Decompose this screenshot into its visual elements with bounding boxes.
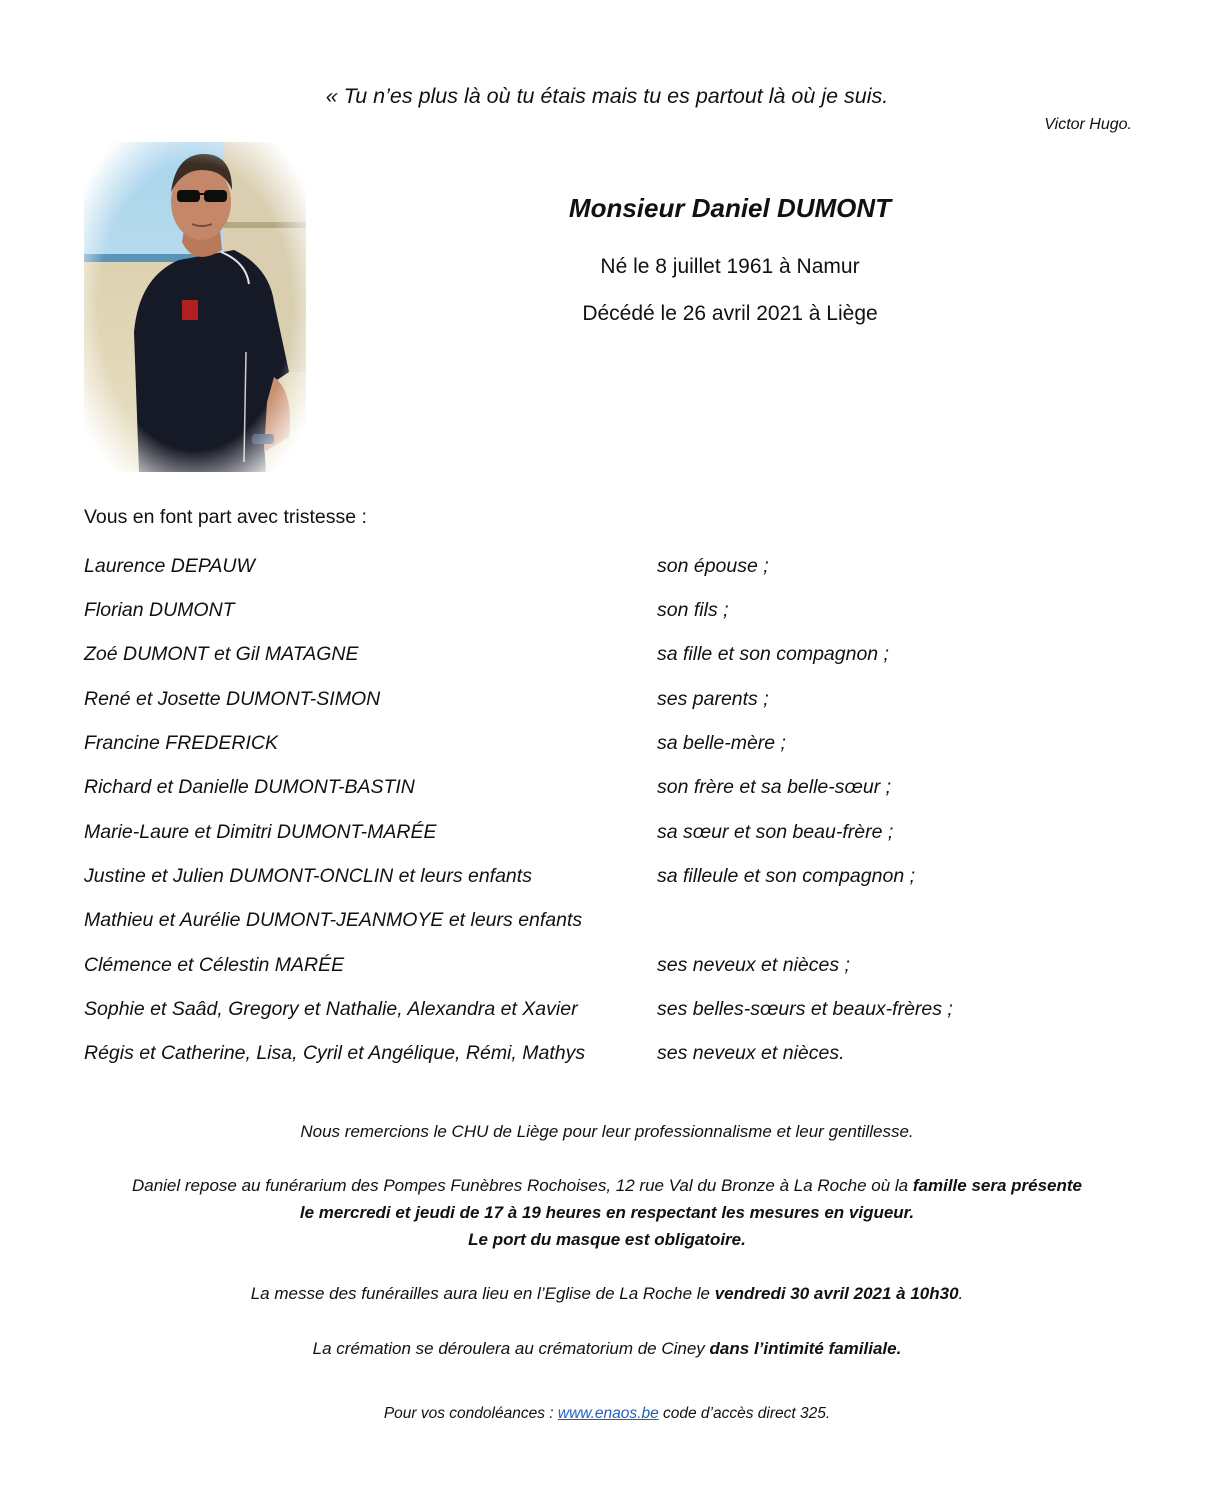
- family-member-relation: sa filleule et son compagnon ;: [657, 865, 915, 887]
- repose-notice-line-1: [0, 1176, 1214, 1196]
- family-intro: Vous en font part avec tristesse :: [84, 506, 367, 528]
- mask-notice: Le port du masque est obligatoire.: [468, 1230, 746, 1249]
- access-code-text: code d’accès direct 325.: [658, 1405, 831, 1422]
- portrait-photo-icon: [84, 142, 306, 472]
- family-member-name: Régis et Catherine, Lisa, Cyril et Angélique, Rémi, Mathys: [84, 1042, 586, 1064]
- death-info: Décédé le 26 avril 2021 à Liège: [582, 302, 878, 325]
- repose-text: Daniel repose au funérarium des Pompes Funèbres Rochoises, 12 rue Val du Bronze à La Roche où la: [131, 1176, 913, 1195]
- cremation-notice: [0, 1339, 1214, 1359]
- family-member-relation: son fils ;: [657, 599, 729, 621]
- repose-notice-line-3: [0, 1230, 1214, 1250]
- family-member-name: Justine et Julien DUMONT-ONCLIN et leurs enfants: [84, 865, 532, 887]
- family-member-name: Zoé DUMONT et Gil MATAGNE: [84, 643, 359, 665]
- mass-date: vendredi 30 avril 2021 à 10h30: [714, 1284, 959, 1303]
- family-member-relation: son épouse ;: [657, 555, 769, 577]
- family-member-name: Clémence et Célestin MARÉE: [84, 954, 345, 976]
- family-member-name: Marie-Laure et Dimitri DUMONT-MARÉE: [84, 821, 437, 843]
- family-member-relation: ses parents ;: [657, 688, 769, 710]
- family-member-name: Florian DUMONT: [84, 599, 235, 621]
- family-member-relation: sa sœur et son beau-frère ;: [657, 821, 894, 843]
- cremation-text: La crémation se déroulera au crématorium de Ciney: [312, 1339, 710, 1358]
- deceased-name: Monsieur Daniel DUMONT: [568, 193, 892, 223]
- family-member-name: Sophie et Saâd, Gregory et Nathalie, Alexandra et Xavier: [84, 998, 578, 1020]
- epigraph-quote: [0, 84, 1214, 109]
- family-member-relation: ses neveux et nièces ;: [657, 954, 850, 976]
- visiting-hours: le mercredi et jeudi de 17 à 19 heures en respectant les mesures en vigueur.: [299, 1203, 915, 1222]
- portrait-photo: [84, 142, 306, 472]
- quote-author: Victor Hugo.: [1044, 116, 1132, 133]
- family-member-name: Laurence DEPAUW: [84, 555, 255, 577]
- family-member-relation: ses belles-sœurs et beaux-frères ;: [657, 998, 953, 1020]
- family-member-name: Richard et Danielle DUMONT-BASTIN: [84, 776, 415, 798]
- family-member-name: Francine FREDERICK: [84, 732, 278, 754]
- mass-notice: [0, 1284, 1214, 1304]
- condolences-text: Pour vos condoléances :: [383, 1405, 558, 1422]
- repose-bold-text: famille sera présente: [912, 1176, 1083, 1195]
- birth-info: Né le 8 juillet 1961 à Namur: [600, 255, 860, 278]
- family-member-relation: son frère et sa belle-sœur ;: [657, 776, 892, 798]
- family-member-name: René et Josette DUMONT-SIMON: [84, 688, 381, 710]
- family-member-name: Mathieu et Aurélie DUMONT-JEANMOYE et leurs enfants: [84, 909, 583, 931]
- family-member-relation: ses neveux et nièces.: [657, 1042, 845, 1064]
- family-member-relation: sa fille et son compagnon ;: [657, 643, 889, 665]
- mass-end: .: [958, 1284, 964, 1303]
- condolences-notice: [0, 1405, 1214, 1423]
- quote-text: « Tu n’es plus là où tu étais mais tu es partout là où je suis.: [325, 84, 889, 108]
- thanks-notice: Nous remercions le CHU de Liège pour leur professionnalisme et leur gentillesse.: [300, 1122, 914, 1141]
- cremation-bold: dans l’intimité familiale.: [709, 1339, 902, 1358]
- repose-notice-line-2: [0, 1203, 1214, 1223]
- condolences-link[interactable]: www.enaos.be: [557, 1405, 659, 1422]
- mass-text: La messe des funérailles aura lieu en l’Eglise de La Roche le: [250, 1284, 715, 1303]
- family-member-relation: sa belle-mère ;: [657, 732, 786, 754]
